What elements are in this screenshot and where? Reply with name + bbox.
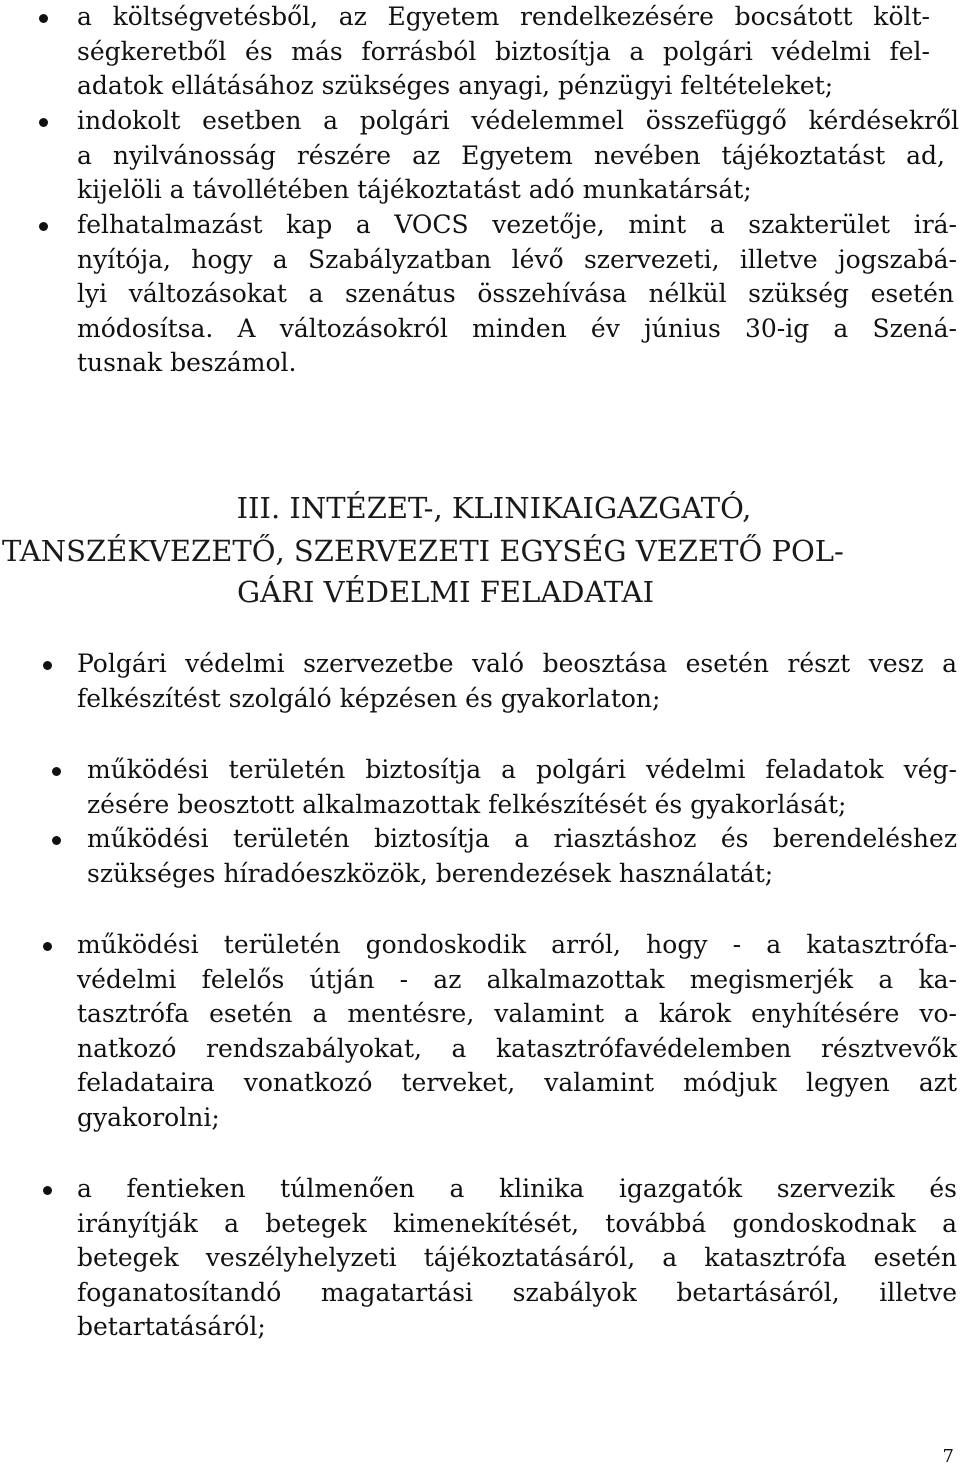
text-line: tusnak beszámol. [77,348,297,378]
list-item [87,753,957,822]
list-item [77,928,957,1136]
text-line: kijelöli a távollétében tájékoztatást adó munkatársát; [77,175,752,205]
bullet-icon [39,222,48,231]
text-line: módosítsa. A változásokról minden év június 30-ig a Szená- [77,313,957,343]
heading-line-1: III. INTÉZET-, KLINIKAIGAZGATÓ, [236,491,752,525]
page-number: 7 [942,1446,954,1467]
list-item [77,1172,957,1345]
bullet-icon [43,1186,52,1195]
text-line: felkészítést szolgáló képzésen és gyakorlaton; [77,683,661,713]
text-line: működési területén gondoskodik arról, hogy - a katasztrófa- [77,930,957,959]
text-line: adatok ellátásához szükséges anyagi, pénzügyi feltételeket; [77,71,834,101]
text-line: felhatalmazást kap a VOCS vezetője, mint a szakterület irá- [77,210,957,239]
text-line: működési területén biztosítja a riasztáshoz és berendeléshez [87,824,957,853]
text-line: indokolt esetben a polgári védelemmel összefüggő kérdésekről [77,106,959,135]
bullet-icon [39,14,48,23]
list-item [77,647,957,716]
text-line: foganatosítandó magatartási szabályok betartásáról, illetve [77,1277,957,1307]
list-item [87,822,957,891]
text-line: a fentieken túlmenően a klinika igazgatók szervezik és [77,1174,957,1203]
text-line: működési területén biztosítja a polgári védelmi feladatok vég- [87,755,957,784]
text-line: nyítója, hogy a Szabályzatban lévő szervezeti, illetve jogszabá- [77,244,957,274]
text-line: Polgári védelmi szervezetbe való beosztása esetén részt vesz a [77,649,957,678]
text-line: a költségvetésből, az Egyetem rendelkezésére bocsátott költ- [77,2,930,31]
text-line: szükséges híradóeszközök, berendezések használatát; [87,858,774,888]
text-line: betartatásáról; [77,1312,266,1342]
bullet-icon [52,767,61,776]
bullet-icon [52,836,61,845]
text-line: gyakorolni; [77,1102,220,1132]
list-item [77,208,957,381]
text-line: tasztrófa esetén a mentésre, valamint a károk enyhítésére vo- [77,999,957,1029]
list-item [77,0,930,104]
heading-line-3: GÁRI VÉDELMI FELADATAI [237,575,655,609]
text-line: zésére beosztott alkalmazottak felkészítését és gyakorlását; [87,789,847,819]
bullet-icon [43,942,52,951]
text-line: lyi változásokat a szenátus összehívása nélkül szükség esetén [77,279,954,309]
text-line: natkozó rendszabályokat, a katasztrófavédelemben résztvevők [77,1033,957,1063]
text-line: védelmi felelős útján - az alkalmazottak megismerjék a ka- [77,964,957,994]
text-line: ségkeretből és más forrásból biztosítja a polgári védelmi fel- [77,36,930,66]
text-line: betegek veszélyhelyzeti tájékoztatásáról, a katasztrófa esetén [77,1243,957,1273]
heading-line-2: TANSZÉKVEZETŐ, SZERVEZETI EGYSÉG VEZETŐ POL- [2,534,844,568]
text-line: irányítják a betegek kimenekítését, továbbá gondoskodnak a [77,1208,957,1238]
text-line: feladataira vonatkozó terveket, valamint módjuk legyen azt [77,1068,957,1098]
list-item [77,104,959,208]
text-line: a nyilvánosság részére az Egyetem nevében tájékoztatást ad, [77,140,945,170]
bullet-icon [43,661,52,670]
bullet-icon [39,118,48,127]
